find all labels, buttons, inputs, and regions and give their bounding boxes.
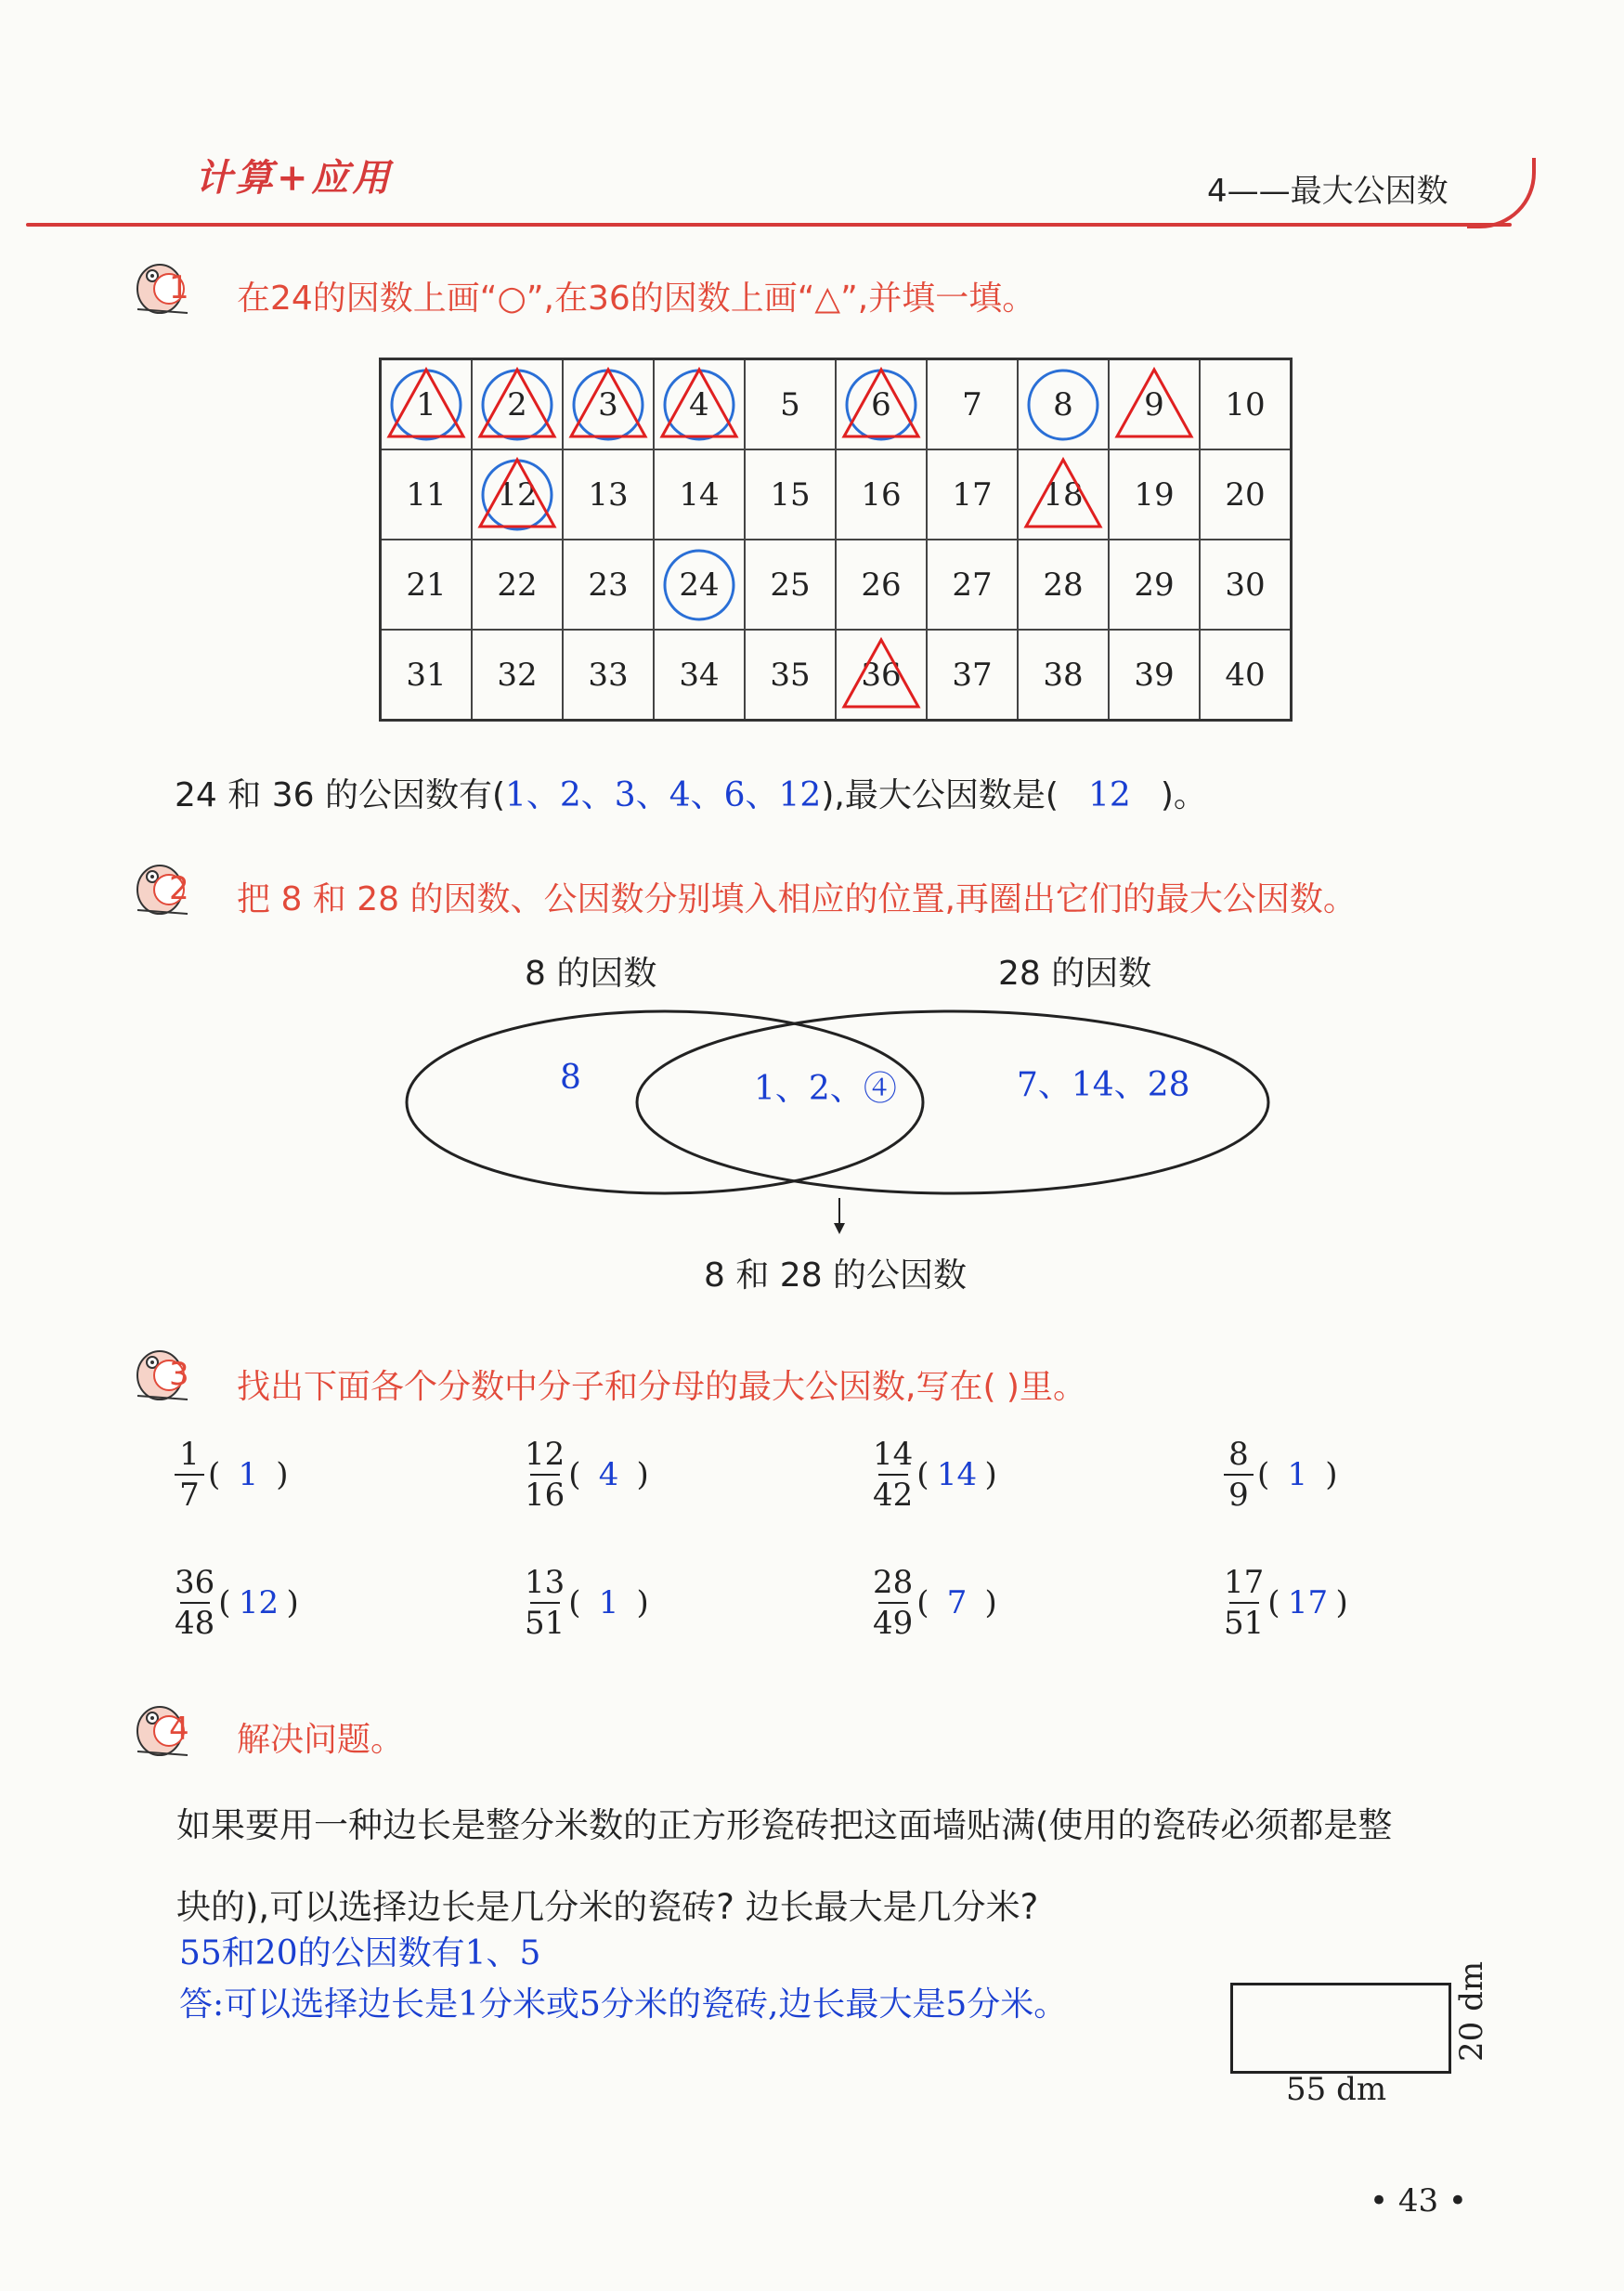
numerator: 36 xyxy=(175,1564,215,1601)
grid-cell-number: 13 xyxy=(588,475,629,514)
grid-cell xyxy=(654,630,745,721)
grid-cell-number: 10 xyxy=(1225,385,1266,423)
grid-cell xyxy=(745,449,836,540)
q1-answer-prefix: 24 和 36 的公因数有( xyxy=(175,776,505,814)
answer-bracket: ( 14 ) xyxy=(916,1456,997,1493)
q3-number: 3 xyxy=(169,1356,189,1393)
venn-diagram xyxy=(399,1008,1272,1249)
grid-cell-number: 35 xyxy=(770,656,811,694)
q1-answer-line xyxy=(175,769,1207,816)
answer-bracket: ( 1 ) xyxy=(568,1584,649,1621)
grid-cell-number: 26 xyxy=(861,566,902,604)
grid-cell-number: 30 xyxy=(1225,566,1266,604)
grid-cell xyxy=(927,540,1018,630)
answer-bracket: ( 1 ) xyxy=(208,1456,289,1493)
grid-cell-number: 1 xyxy=(416,385,436,423)
grid-cell xyxy=(563,540,654,630)
grid-cell xyxy=(745,630,836,721)
grid-cell xyxy=(654,359,745,450)
grid-cell xyxy=(836,449,927,540)
grid-cell-number: 14 xyxy=(679,475,720,514)
fraction-item xyxy=(175,1563,299,1643)
answer-bracket: ( 17 ) xyxy=(1267,1584,1348,1621)
grid-cell xyxy=(472,359,563,450)
grid-cell-number: 29 xyxy=(1134,566,1175,604)
denominator: 49 xyxy=(873,1605,914,1642)
q1-number: 1 xyxy=(169,269,189,306)
q4-prompt: 解决问题。 xyxy=(237,1721,405,1759)
grid-cell-number: 19 xyxy=(1134,475,1175,514)
venn-label-left: 8 的因数 xyxy=(525,955,657,993)
grid-cell xyxy=(1018,359,1109,450)
grid-cell-number: 40 xyxy=(1225,656,1266,694)
grid-cell-number: 24 xyxy=(679,566,720,604)
grid-cell-number: 2 xyxy=(507,385,527,423)
grid-cell-number: 32 xyxy=(497,656,538,694)
denominator: 51 xyxy=(525,1605,565,1642)
q4-line1: 如果要用一种边长是整分米数的正方形瓷砖把这面墙贴满(使用的瓷砖必须都是整 xyxy=(176,1805,1393,1845)
venn-label-right: 28 的因数 xyxy=(998,955,1152,993)
answer-bracket: ( 12 ) xyxy=(218,1584,299,1621)
grid-cell xyxy=(1200,449,1292,540)
numerator: 17 xyxy=(1224,1564,1265,1601)
wall-width-label: 55 dm xyxy=(1286,2071,1387,2108)
fraction xyxy=(175,1435,204,1515)
grid-cell-number: 33 xyxy=(588,656,629,694)
venn-left-only: 8 xyxy=(560,1059,581,1097)
grid-cell-number: 11 xyxy=(406,475,447,514)
grid-cell xyxy=(836,359,927,450)
answer-bracket: ( 1 ) xyxy=(1257,1456,1338,1493)
denominator: 48 xyxy=(175,1605,215,1642)
grid-cell-number: 31 xyxy=(406,656,447,694)
answer-bracket: ( 4 ) xyxy=(568,1456,649,1493)
grid-cell xyxy=(654,449,745,540)
q4-line2: 块的),可以选择边长是几分米的瓷砖? 边长最大是几分米? xyxy=(176,1887,1039,1927)
grid-cell-number: 39 xyxy=(1134,656,1175,694)
grid-cell xyxy=(1018,630,1109,721)
grid-cell xyxy=(836,540,927,630)
page-number: • 43 • xyxy=(1370,2182,1467,2219)
grid-cell-number: 25 xyxy=(770,566,811,604)
chapter-title: 4——最大公因数 xyxy=(1207,173,1449,210)
grid-cell xyxy=(654,540,745,630)
fraction xyxy=(873,1563,913,1643)
denominator: 7 xyxy=(179,1477,200,1514)
grid-cell-number: 16 xyxy=(861,475,902,514)
gcd-answer: 7 xyxy=(946,1584,968,1621)
grid-cell-number: 5 xyxy=(780,385,800,423)
grid-cell-number: 21 xyxy=(406,566,447,604)
wall-rectangle xyxy=(1230,1983,1451,2074)
grid-cell-number: 20 xyxy=(1225,475,1266,514)
fraction xyxy=(525,1563,565,1643)
fraction xyxy=(175,1563,214,1643)
gcd-answer: 1 xyxy=(238,1456,259,1493)
grid-cell xyxy=(563,630,654,721)
grid-row xyxy=(381,540,1292,630)
q1-gcd: 12 xyxy=(1087,776,1131,814)
q3-prompt: 找出下面各个分数中分子和分母的最大公因数,写在( )里。 xyxy=(237,1368,1086,1406)
denominator: 16 xyxy=(525,1477,565,1514)
numerator: 1 xyxy=(179,1436,200,1473)
grid-row xyxy=(381,359,1292,450)
answer-bracket: ( 7 ) xyxy=(916,1584,997,1621)
numerator: 28 xyxy=(873,1564,914,1601)
q2-number: 2 xyxy=(169,870,189,907)
fraction-item xyxy=(1224,1435,1338,1515)
q1-answer-mid: ),最大公因数是( xyxy=(821,776,1059,814)
numerator: 14 xyxy=(873,1436,914,1473)
fraction xyxy=(1224,1563,1264,1643)
grid-cell-number: 7 xyxy=(962,385,982,423)
grid-cell xyxy=(745,540,836,630)
grid-cell xyxy=(563,359,654,450)
grid-cell xyxy=(1109,630,1200,721)
venn-right-only: 7、14、28 xyxy=(1017,1066,1190,1104)
gcd-answer: 1 xyxy=(1287,1456,1308,1493)
fraction xyxy=(1224,1435,1254,1515)
gcd-answer: 1 xyxy=(598,1584,619,1621)
venn-common-values: 1、2、 xyxy=(754,1070,864,1108)
grid-cell xyxy=(563,449,654,540)
fraction-item xyxy=(525,1435,649,1515)
grid-row xyxy=(381,449,1292,540)
grid-cell xyxy=(1109,449,1200,540)
q4-answer: 答:可以选择边长是1分米或5分米的瓷砖,边长最大是5分米。 xyxy=(179,1985,1068,2024)
grid-cell xyxy=(1200,359,1292,450)
venn-arrow-head xyxy=(834,1223,845,1234)
gcd-answer: 17 xyxy=(1287,1584,1329,1621)
grid-cell-number: 28 xyxy=(1043,566,1084,604)
grid-cell-number: 15 xyxy=(770,475,811,514)
q4-number: 4 xyxy=(169,1711,189,1748)
grid-cell xyxy=(836,630,927,721)
denominator: 42 xyxy=(873,1477,914,1514)
header-rule-curve xyxy=(1467,158,1536,228)
grid-cell xyxy=(927,359,1018,450)
denominator: 51 xyxy=(1224,1605,1265,1642)
numerator: 13 xyxy=(525,1564,565,1601)
grid-cell xyxy=(472,540,563,630)
grid-cell-number: 8 xyxy=(1053,385,1073,423)
denominator: 9 xyxy=(1228,1477,1249,1514)
grid-cell-number: 38 xyxy=(1043,656,1084,694)
gcd-answer: 4 xyxy=(598,1456,619,1493)
grid-cell xyxy=(381,449,473,540)
grid-cell xyxy=(927,449,1018,540)
grid-cell xyxy=(472,630,563,721)
q4-work: 55和20的公因数有1、5 xyxy=(179,1934,541,1972)
numerator: 12 xyxy=(525,1436,565,1473)
grid-cell-number: 12 xyxy=(497,475,538,514)
q1-prompt: 在24的因数上画“○”,在36的因数上画“△”,并填一填。 xyxy=(237,280,1036,318)
gcd-answer: 14 xyxy=(936,1456,978,1493)
grid-cell-number: 3 xyxy=(598,385,618,423)
fraction-item xyxy=(1224,1563,1348,1643)
venn-common xyxy=(754,1062,897,1110)
grid-cell-number: 22 xyxy=(497,566,538,604)
grid-cell xyxy=(927,630,1018,721)
wall-height-text: 20 dm xyxy=(1453,1960,1490,2062)
q1-common-factors: 1、2、3、4、6、12 xyxy=(505,776,822,814)
grid-cell xyxy=(381,359,473,450)
grid-cell xyxy=(745,359,836,450)
grid-cell-number: 6 xyxy=(871,385,891,423)
grid-cell xyxy=(1200,540,1292,630)
grid-cell-number: 17 xyxy=(952,475,993,514)
grid-cell-number: 36 xyxy=(861,656,902,694)
fraction xyxy=(525,1435,565,1515)
grid-cell-number: 34 xyxy=(679,656,720,694)
grid-row xyxy=(381,630,1292,721)
q1-answer-suffix: )。 xyxy=(1160,776,1207,814)
section-title: 计算+应用 xyxy=(195,156,394,200)
grid-cell-number: 23 xyxy=(588,566,629,604)
grid-cell xyxy=(381,540,473,630)
gcd-answer: 12 xyxy=(238,1584,279,1621)
grid-cell xyxy=(1200,630,1292,721)
grid-cell-number: 9 xyxy=(1144,385,1164,423)
grid-cell-number: 27 xyxy=(952,566,993,604)
fraction-item xyxy=(525,1563,649,1643)
number-grid xyxy=(379,358,1293,722)
fraction-item xyxy=(873,1435,997,1515)
grid-cell-number: 37 xyxy=(952,656,993,694)
venn-common-gcd: ④ xyxy=(863,1070,897,1108)
fraction xyxy=(873,1435,913,1515)
grid-cell xyxy=(1109,359,1200,450)
numerator: 8 xyxy=(1228,1436,1249,1473)
grid-cell-number: 4 xyxy=(689,385,709,423)
header-rule xyxy=(26,223,1512,227)
grid-cell xyxy=(381,630,473,721)
grid-cell-number: 18 xyxy=(1043,475,1084,514)
fraction-item xyxy=(873,1563,997,1643)
fraction-item xyxy=(175,1435,289,1515)
grid-cell xyxy=(1109,540,1200,630)
grid-cell xyxy=(1018,449,1109,540)
venn-label-bottom: 8 和 28 的公因数 xyxy=(704,1256,968,1295)
grid-cell xyxy=(472,449,563,540)
grid-cell xyxy=(1018,540,1109,630)
q2-prompt: 把 8 和 28 的因数、公因数分别填入相应的位置,再圈出它们的最大公因数。 xyxy=(237,880,1357,918)
